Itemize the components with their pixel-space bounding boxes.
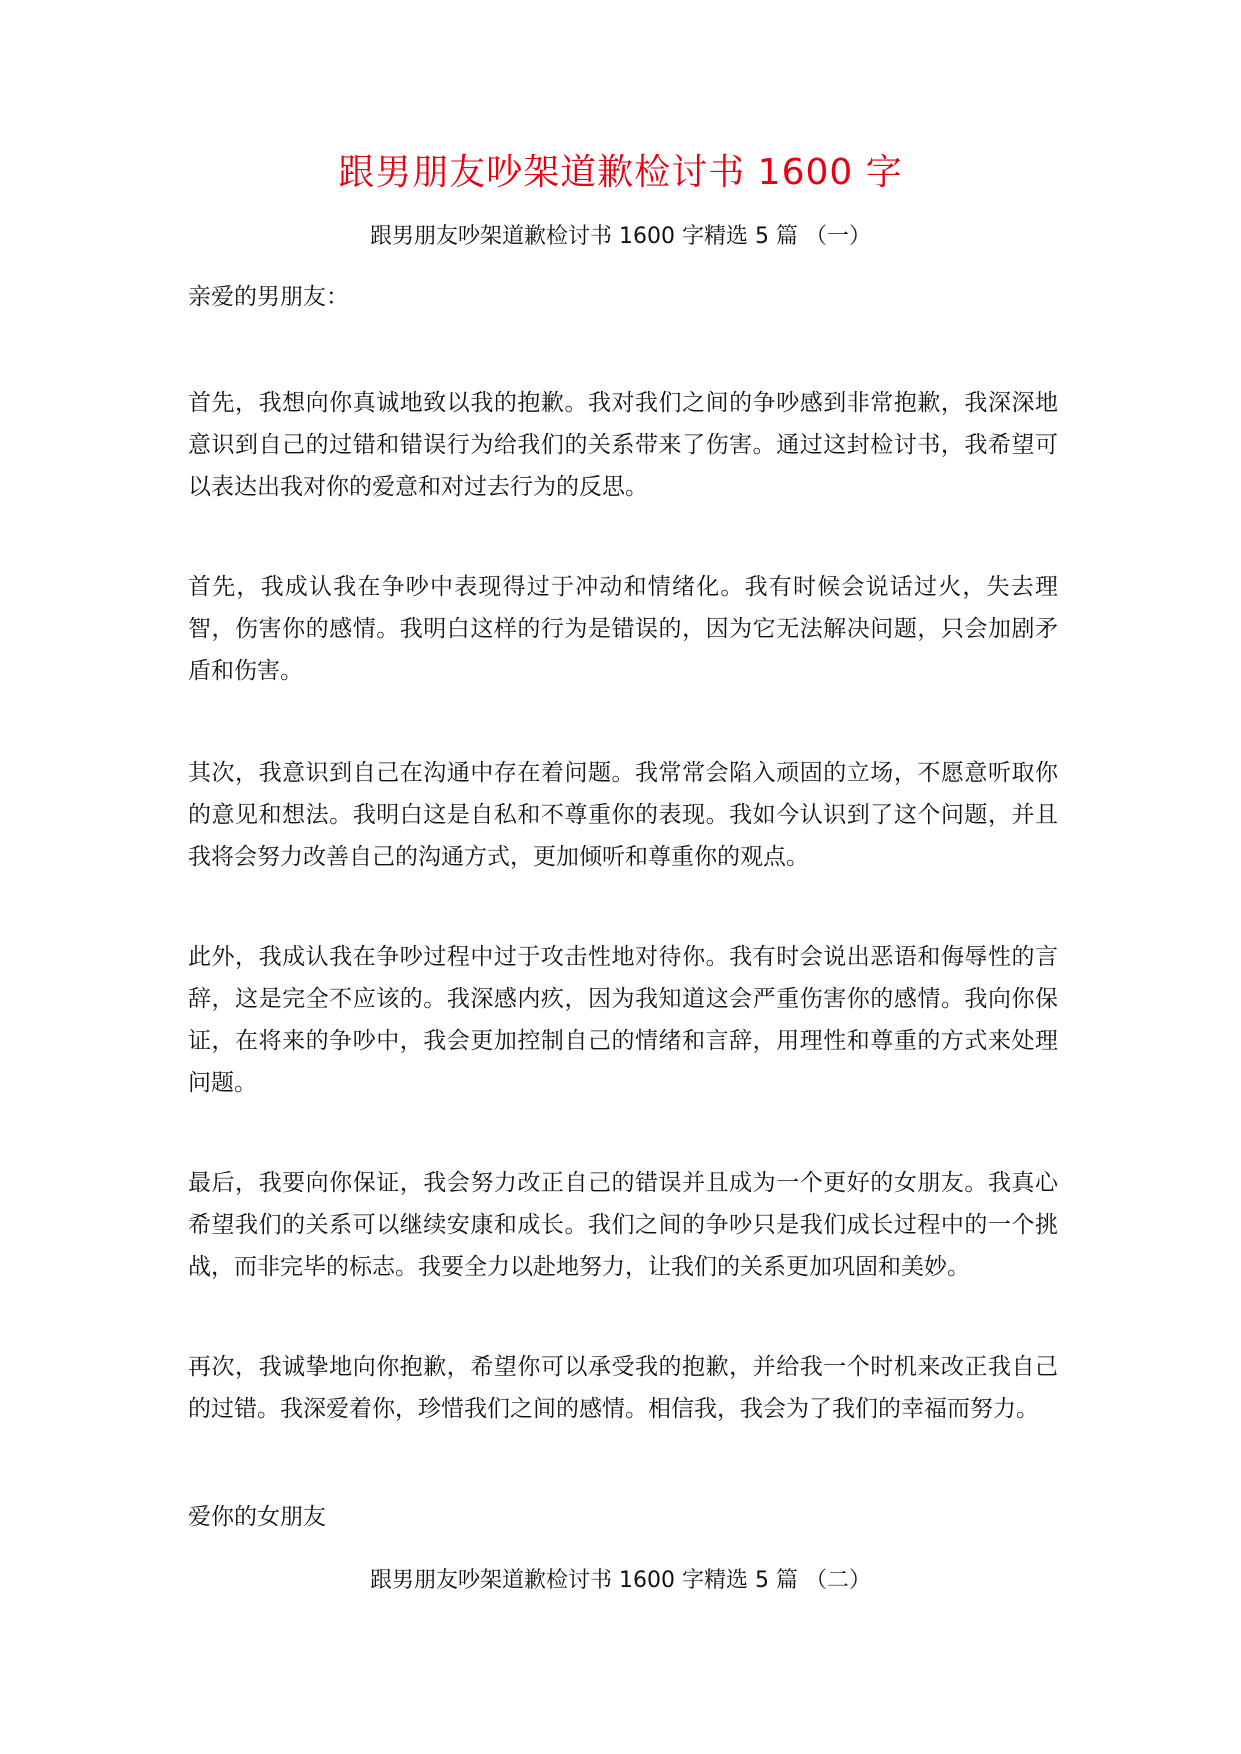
paragraph-5: 最后，我要向你保证，我会努力改正自己的错误并且成为一个更好的女朋友。我真心希望我们的关系可以继续安康和成长。我们之间的争吵只是我们成长过程中的一个挑战，而非完毕的标志。我要全力以赴地努力，让我们的关系更加巩固和美妙。: [188, 1170, 1058, 1280]
paragraph-1: 首先，我想向你真诚地致以我的抱歉。我对我们之间的争吵感到非常抱歉，我深深地意识到自己的过错和错误行为给我们的关系带来了伤害。通过这封检讨书，我希望可以表达出我对你的爱意和对过去行为的反思。: [188, 390, 1058, 500]
paragraph-3: 其次，我意识到自己在沟通中存在着问题。我常常会陷入顽固的立场，不愿意听取你的意见和想法。我明白这是自私和不尊重你的表现。我如今认识到了这个问题，并且我将会努力改善自己的沟通方式，更加倾听和尊重你的观点。: [188, 760, 1058, 870]
section-heading-1: 跟男朋友吵架道歉检讨书 1600 字精选 5 篇 （一）: [370, 224, 871, 249]
section-heading-2: 跟男朋友吵架道歉检讨书 1600 字精选 5 篇 （二）: [370, 1568, 871, 1593]
salutation: 亲爱的男朋友：: [188, 284, 349, 310]
paragraph-6: 再次，我诚挚地向你抱歉，希望你可以承受我的抱歉，并给我一个时机来改正我自己的过错。我深爱着你，珍惜我们之间的感情。相信我，我会为了我们的幸福而努力。: [188, 1354, 1058, 1422]
paragraph-2: 首先，我成认我在争吵中表现得过于冲动和情绪化。我有时候会说话过火，失去理智，伤害你的感情。我明白这样的行为是错误的，因为它无法解决问题，只会加剧矛盾和伤害。: [188, 574, 1058, 684]
document-title: 跟男朋友吵架道歉检讨书 1600 字: [338, 152, 903, 193]
closing-signature: 爱你的女朋友: [188, 1504, 326, 1530]
paragraph-4: 此外，我成认我在争吵过程中过于攻击性地对待你。我有时会说出恶语和侮辱性的言辞，这是完全不应该的。我深感内疚，因为我知道这会严重伤害你的感情。我向你保证，在将来的争吵中，我会更加控制自己的情绪和言辞，用理性和尊重的方式来处理问题。: [188, 944, 1058, 1096]
